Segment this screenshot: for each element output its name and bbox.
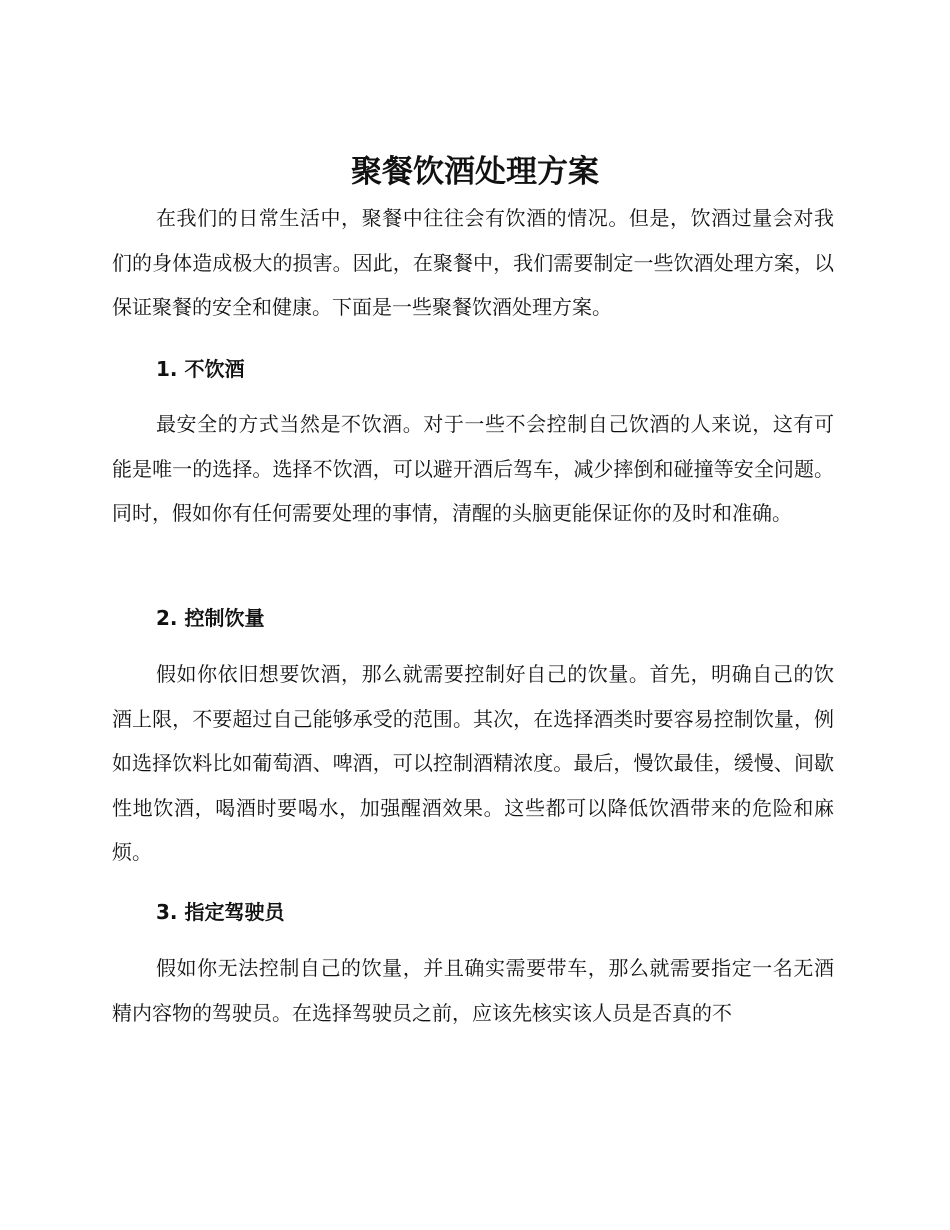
section-heading-no-drinking: 1. 不饮酒: [156, 357, 245, 381]
section-body-control-intake: 假如你依旧想要饮酒，那么就需要控制好自己的饮量。首先，明确自己的饮酒上限，不要超过自己能够承受的范围。其次，在选择酒类时要容易控制饮量，例如选择饮料比如葡萄酒、啤酒，可以控制酒精浓度。最后，慢饮最佳，缓慢、间歇性地饮酒，喝酒时要喝水，加强醒酒效果。这些都可以降低饮酒带来的危险和麻烦。: [112, 662, 834, 864]
document-title: 聚餐饮酒处理方案: [351, 154, 599, 190]
section-heading-control-intake: 2. 控制饮量: [156, 606, 265, 630]
section-heading-designated-driver: 3. 指定驾驶员: [156, 900, 285, 924]
section-body-designated-driver: 假如你无法控制自己的饮量，并且确实需要带车，那么就需要指定一名无酒精内容物的驾驶员。在选择驾驶员之前，应该先核实该人员是否真的不: [112, 956, 834, 1025]
section-body-no-drinking: 最安全的方式当然是不饮酒。对于一些不会控制自己饮酒的人来说，这有可能是唯一的选择。选择不饮酒，可以避开酒后驾车，减少摔倒和碰撞等安全问题。同时，假如你有任何需要处理的事情，清醒的头脑更能保证你的及时和准确。: [112, 412, 834, 525]
intro-paragraph: 在我们的日常生活中，聚餐中往往会有饮酒的情况。但是，饮酒过量会对我们的身体造成极大的损害。因此，在聚餐中，我们需要制定一些饮酒处理方案，以保证聚餐的安全和健康。下面是一些聚餐饮酒处理方案。: [112, 206, 834, 319]
